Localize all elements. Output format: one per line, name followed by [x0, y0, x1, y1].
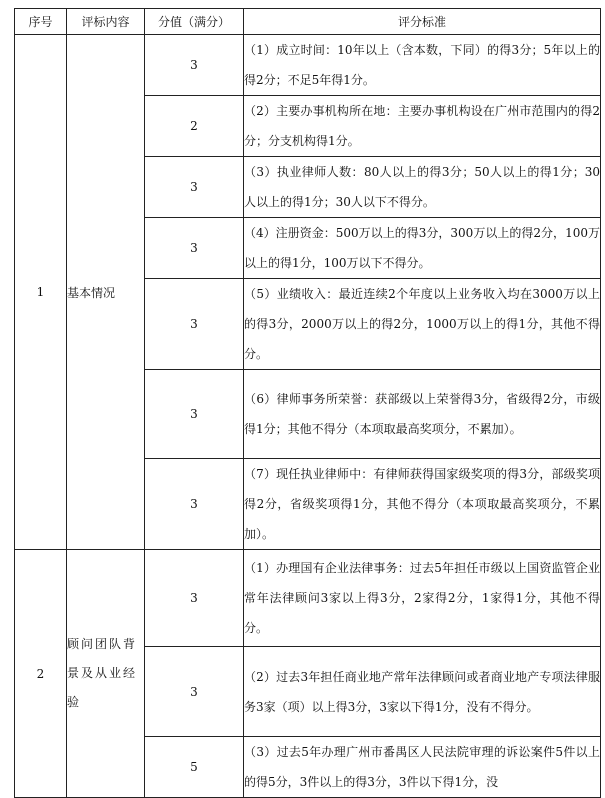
- score-cell: 3: [145, 279, 244, 370]
- criteria-cell: （5）业绩收入：最近连续2个年度以上业务收入均在3000万以上的得3分，2000万以上的得2分，1000万以上的得1分，其他不得分。: [244, 279, 601, 370]
- score-cell: 3: [145, 550, 244, 647]
- header-no: 序号: [15, 9, 67, 35]
- criteria-cell: （4）注册资金：500万以上的得3分，300万以上的得2分，100万以上的得1分，100万以下不得分。: [244, 218, 601, 279]
- score-cell: 3: [145, 35, 244, 96]
- section-number: 2: [15, 550, 67, 798]
- header-content: 评标内容: [67, 9, 145, 35]
- score-cell: 3: [145, 647, 244, 737]
- section-number: 1: [15, 35, 67, 550]
- header-criteria: 评分标准: [244, 9, 601, 35]
- table-row: [15, 35, 601, 96]
- score-cell: 3: [145, 157, 244, 218]
- table-row: [15, 550, 601, 647]
- criteria-cell: （6）律师事务所荣誉：获部级以上荣誉得3分，省级得2分，市级得1分；其他不得分（本项取最高奖项分，不累加）。: [244, 370, 601, 459]
- criteria-cell: （2）过去3年担任商业地产常年法律顾问或者商业地产专项法律服务3家（项）以上得3分，3家以下得1分，没有不得分。: [244, 647, 601, 737]
- header-row: [15, 9, 601, 35]
- scoring-table: [14, 8, 601, 798]
- criteria-cell: （2）主要办事机构所在地：主要办事机构设在广州市范围内的得2分；分支机构得1分。: [244, 96, 601, 157]
- criteria-cell: （7）现任执业律师中：有律师获得国家级奖项的得3分，部级奖项得2分，省级奖项得1分，其他不得分（本项取最高奖项分，不累加）。: [244, 459, 601, 550]
- criteria-cell: （1）办理国有企业法律事务：过去5年担任市级以上国资监管企业常年法律顾问3家以上得3分，2家得2分，1家得1分，其他不得分。: [244, 550, 601, 647]
- score-cell: 3: [145, 370, 244, 459]
- score-cell: 2: [145, 96, 244, 157]
- score-cell: 5: [145, 737, 244, 798]
- score-cell: 3: [145, 459, 244, 550]
- criteria-cell: （3）过去5年办理广州市番禺区人民法院审理的诉讼案件5件以上的得5分，3件以上的得3分，3件以下得1分，没: [244, 737, 601, 798]
- section-content: 基本情况: [67, 35, 145, 550]
- score-cell: 3: [145, 218, 244, 279]
- criteria-cell: （1）成立时间：10年以上（含本数，下同）的得3分；5年以上的得2分；不足5年得1分。: [244, 35, 601, 96]
- criteria-cell: （3）执业律师人数：80人以上的得3分；50人以上的得1分；30人以上的得1分；30人以下不得分。: [244, 157, 601, 218]
- section-content: 顾问团队背景及从业经验: [67, 550, 145, 798]
- header-score: 分值（满分）: [145, 9, 244, 35]
